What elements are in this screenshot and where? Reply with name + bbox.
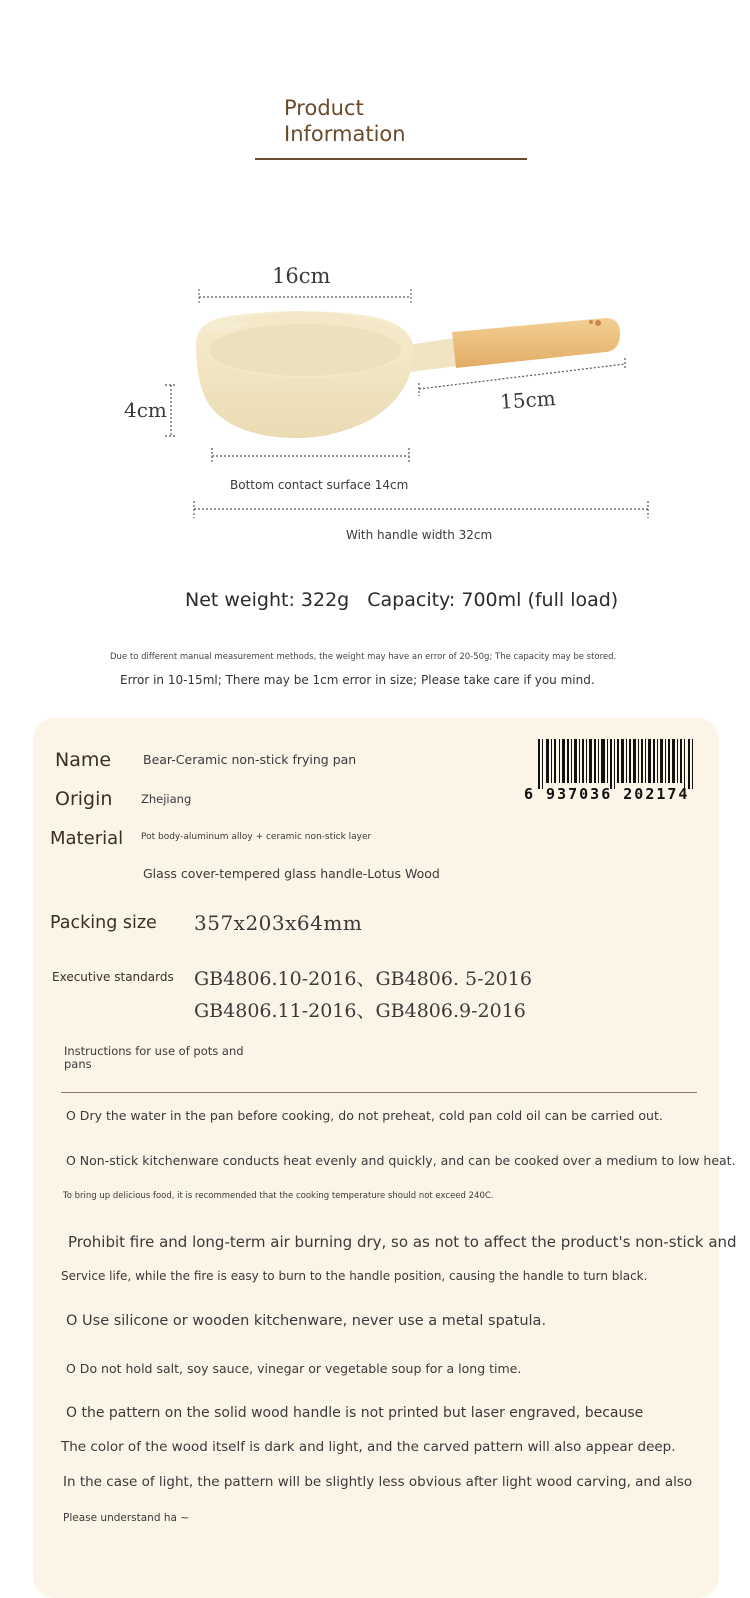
origin-value: Zhejiang bbox=[141, 792, 192, 806]
instruction-line: Prohibit fire and long-term air burning dry, so as not to affect the product's non-stick and bbox=[68, 1233, 737, 1251]
title-line-1: Product bbox=[284, 96, 364, 120]
bottom-contact-label: Bottom contact surface 14cm bbox=[230, 478, 409, 492]
material-value-1: Pot body-aluminum alloy + ceramic non-stick layer bbox=[141, 832, 372, 842]
pan-body-icon bbox=[196, 311, 414, 438]
capacity: Capacity: 700ml (full load) bbox=[367, 589, 619, 611]
instruction-line: In the case of light, the pattern will be slightly less obvious after light wood carving, and also bbox=[63, 1474, 693, 1490]
packing-size-label: Packing size bbox=[50, 913, 157, 933]
name-value: Bear-Ceramic non-stick frying pan bbox=[143, 752, 357, 767]
weight-capacity-line bbox=[185, 589, 630, 611]
title-line-2: Information bbox=[284, 122, 406, 146]
dimension-handle-length: 15cm bbox=[499, 386, 557, 414]
instruction-line: O Non-stick kitchenware conducts heat evenly and quickly, and can be cooked over a medium to low heat. bbox=[66, 1153, 736, 1168]
handle-width-label: With handle width 32cm bbox=[346, 528, 493, 542]
executive-standards-label: Executive standards bbox=[52, 970, 174, 984]
material-value-2: Glass cover-tempered glass handle-Lotus Wood bbox=[143, 866, 440, 881]
instruction-line: O the pattern on the solid wood handle is not printed but laser engraved, because bbox=[66, 1405, 644, 1421]
dimension-line-bottom bbox=[212, 448, 409, 464]
net-weight: Net weight: 322g bbox=[185, 589, 350, 611]
pan-handle-icon bbox=[408, 318, 620, 372]
material-label: Material bbox=[50, 828, 124, 849]
instruction-line: To bring up delicious food, it is recommended that the cooking temperature should not exceed 240C. bbox=[63, 1191, 494, 1201]
instructions-divider bbox=[61, 1092, 697, 1093]
measurement-note: Error in 10-15ml; There may be 1cm error in size; Please take care if you mind. bbox=[120, 673, 595, 687]
barcode-icon bbox=[538, 739, 696, 789]
measurement-note-small: Due to different manual measurement methods, the weight may have an error of 20-50g; The capacity may be stored. bbox=[110, 652, 617, 662]
dimension-height: 4cm bbox=[124, 398, 167, 422]
name-label: Name bbox=[55, 749, 112, 771]
instruction-line: O Dry the water in the pan before cooking, do not preheat, cold pan cold oil can be carried out. bbox=[66, 1108, 663, 1123]
instruction-line: Service life, while the fire is easy to burn to the handle position, causing the handle to turn black. bbox=[61, 1269, 648, 1283]
instructions-title: Instructions for use of pots and pans bbox=[64, 1044, 244, 1071]
origin-label: Origin bbox=[55, 788, 113, 810]
dimension-line-total bbox=[194, 501, 648, 518]
executive-standards-value-1: GB4806.10-2016、GB4806. 5-2016 bbox=[194, 968, 532, 990]
barcode-number: 6 937036 202174 bbox=[524, 785, 690, 803]
instruction-line: O Use silicone or wooden kitchenware, never use a metal spatula. bbox=[66, 1313, 547, 1329]
instruction-line: The color of the wood itself is dark and light, and the carved pattern will also appear deep. bbox=[61, 1439, 676, 1455]
pan-illustration bbox=[0, 0, 750, 560]
instruction-line: O Do not hold salt, soy sauce, vinegar or vegetable soup for a long time. bbox=[66, 1361, 522, 1376]
dimension-width-top: 16cm bbox=[272, 264, 331, 288]
packing-size-value: 357x203x64mm bbox=[194, 911, 363, 935]
executive-standards-value-2: GB4806.11-2016、GB4806.9-2016 bbox=[194, 1000, 526, 1022]
instruction-line: Please understand ha ~ bbox=[63, 1512, 190, 1524]
